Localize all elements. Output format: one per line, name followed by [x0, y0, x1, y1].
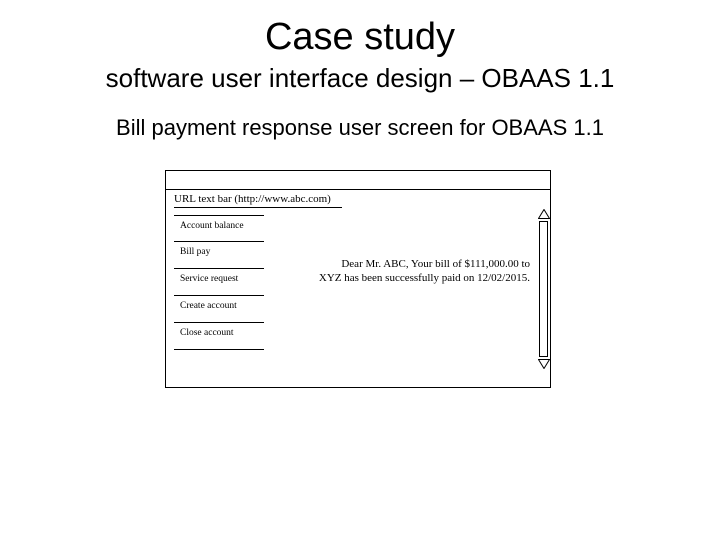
- nav-item-account-balance[interactable]: [174, 215, 264, 242]
- url-text-bar[interactable]: URL text bar (http://www.abc.com): [174, 193, 331, 205]
- nav-item-service-request[interactable]: [174, 269, 264, 296]
- navigation-menu: [174, 215, 264, 350]
- message-line-2: XYZ has been successfully paid on 12/02/2015.: [318, 272, 530, 284]
- scrollbar-track[interactable]: [539, 221, 548, 357]
- scroll-down-arrow-icon[interactable]: [538, 359, 550, 369]
- window-title-bar: [166, 171, 550, 190]
- nav-item-close-account[interactable]: [174, 323, 264, 350]
- scroll-up-arrow-icon[interactable]: [538, 209, 550, 219]
- slide-title: Case study: [264, 16, 456, 58]
- slide-caption: Bill payment response user screen for OBAAS 1.1: [116, 115, 604, 140]
- vertical-scrollbar[interactable]: [538, 209, 550, 371]
- screen-mockup: [165, 170, 551, 388]
- message-line-1: Dear Mr. ABC, Your bill of $111,000.00 to: [341, 258, 530, 270]
- nav-item-label: Create account: [180, 301, 237, 311]
- payment-confirmation-message: [278, 257, 530, 285]
- nav-item-label: Account balance: [180, 221, 244, 231]
- slide-subtitle: software user interface design – OBAAS 1.1: [105, 63, 615, 93]
- nav-item-label: Close account: [180, 328, 234, 338]
- nav-item-label: Bill pay: [180, 247, 211, 257]
- nav-item-bill-pay[interactable]: [174, 242, 264, 269]
- nav-item-create-account[interactable]: [174, 296, 264, 323]
- nav-item-label: Service request: [180, 274, 239, 284]
- url-bar-underline: [174, 207, 342, 208]
